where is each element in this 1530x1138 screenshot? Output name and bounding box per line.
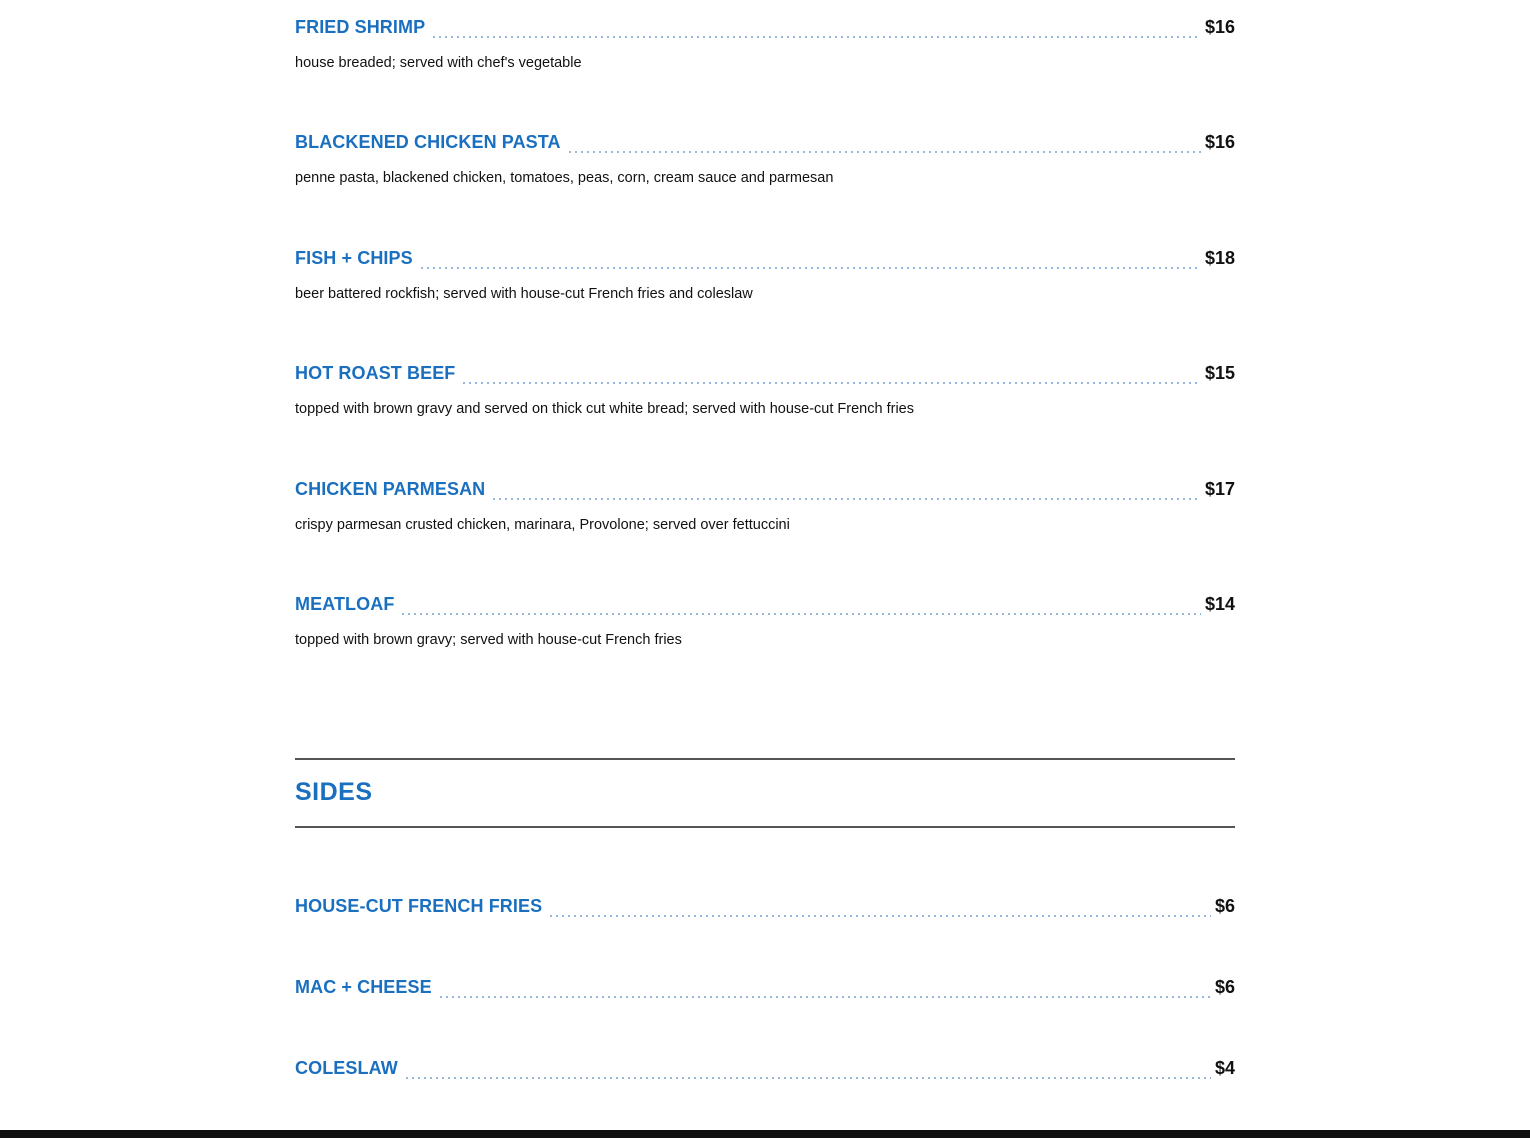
item-name: FISH + CHIPS [295, 248, 413, 268]
section-divider-top [295, 758, 1235, 760]
item-name: MAC + CHEESE [295, 977, 432, 997]
item-price: $17 [1204, 479, 1235, 499]
item-description: crispy parmesan crusted chicken, marinara, Provolone; served over fettuccini [295, 517, 790, 533]
menu-item-hot-roast-beef [295, 363, 1235, 417]
item-name: BLACKENED CHICKEN PASTA [295, 132, 561, 152]
item-price: $16 [1204, 132, 1235, 152]
menu-item-meatloaf [295, 594, 1235, 648]
section-divider-bottom [295, 826, 1235, 828]
dot-leader [438, 996, 1211, 998]
item-name: HOUSE-CUT FRENCH FRIES [295, 896, 543, 916]
item-name: CHICKEN PARMESAN [295, 479, 486, 499]
dot-leader [419, 267, 1201, 269]
item-name: HOT ROAST BEEF [295, 363, 456, 383]
item-price: $14 [1204, 594, 1235, 614]
item-price: $6 [1214, 977, 1235, 997]
item-description: topped with brown gravy and served on thick cut white bread; served with house-cut French fries [295, 401, 914, 417]
menu-item-fish-chips [295, 248, 1235, 302]
item-name: MEATLOAF [295, 594, 395, 614]
item-description: house breaded; served with chef's vegetable [295, 55, 582, 71]
item-description: penne pasta, blackened chicken, tomatoes, peas, corn, cream sauce and parmesan [295, 170, 834, 186]
item-price: $18 [1204, 248, 1235, 268]
section-title-sides: SIDES [295, 778, 373, 806]
menu-item-chicken-parmesan [295, 479, 1235, 533]
item-price: $16 [1204, 17, 1235, 37]
menu-item-blackened-chicken-pasta [295, 132, 1235, 186]
side-item-coleslaw [295, 1058, 1235, 1088]
side-item-mac-cheese [295, 977, 1235, 1007]
dot-leader [404, 1077, 1211, 1079]
item-price: $15 [1204, 363, 1235, 383]
item-description: beer battered rockfish; served with house-cut French fries and coleslaw [295, 286, 753, 302]
menu-item-fried-shrimp [295, 17, 1235, 71]
item-price: $4 [1214, 1058, 1235, 1078]
item-description: topped with brown gravy; served with house-cut French fries [295, 632, 682, 648]
footer-bar [0, 1130, 1530, 1138]
item-name: COLESLAW [295, 1058, 398, 1078]
item-name: FRIED SHRIMP [295, 17, 426, 37]
dot-leader [431, 36, 1201, 38]
dot-leader [461, 382, 1201, 384]
dot-leader [548, 915, 1211, 917]
dot-leader [567, 151, 1201, 153]
dot-leader [491, 498, 1201, 500]
dot-leader [400, 613, 1201, 615]
side-item-french-fries [295, 896, 1235, 926]
item-price: $6 [1214, 896, 1235, 916]
